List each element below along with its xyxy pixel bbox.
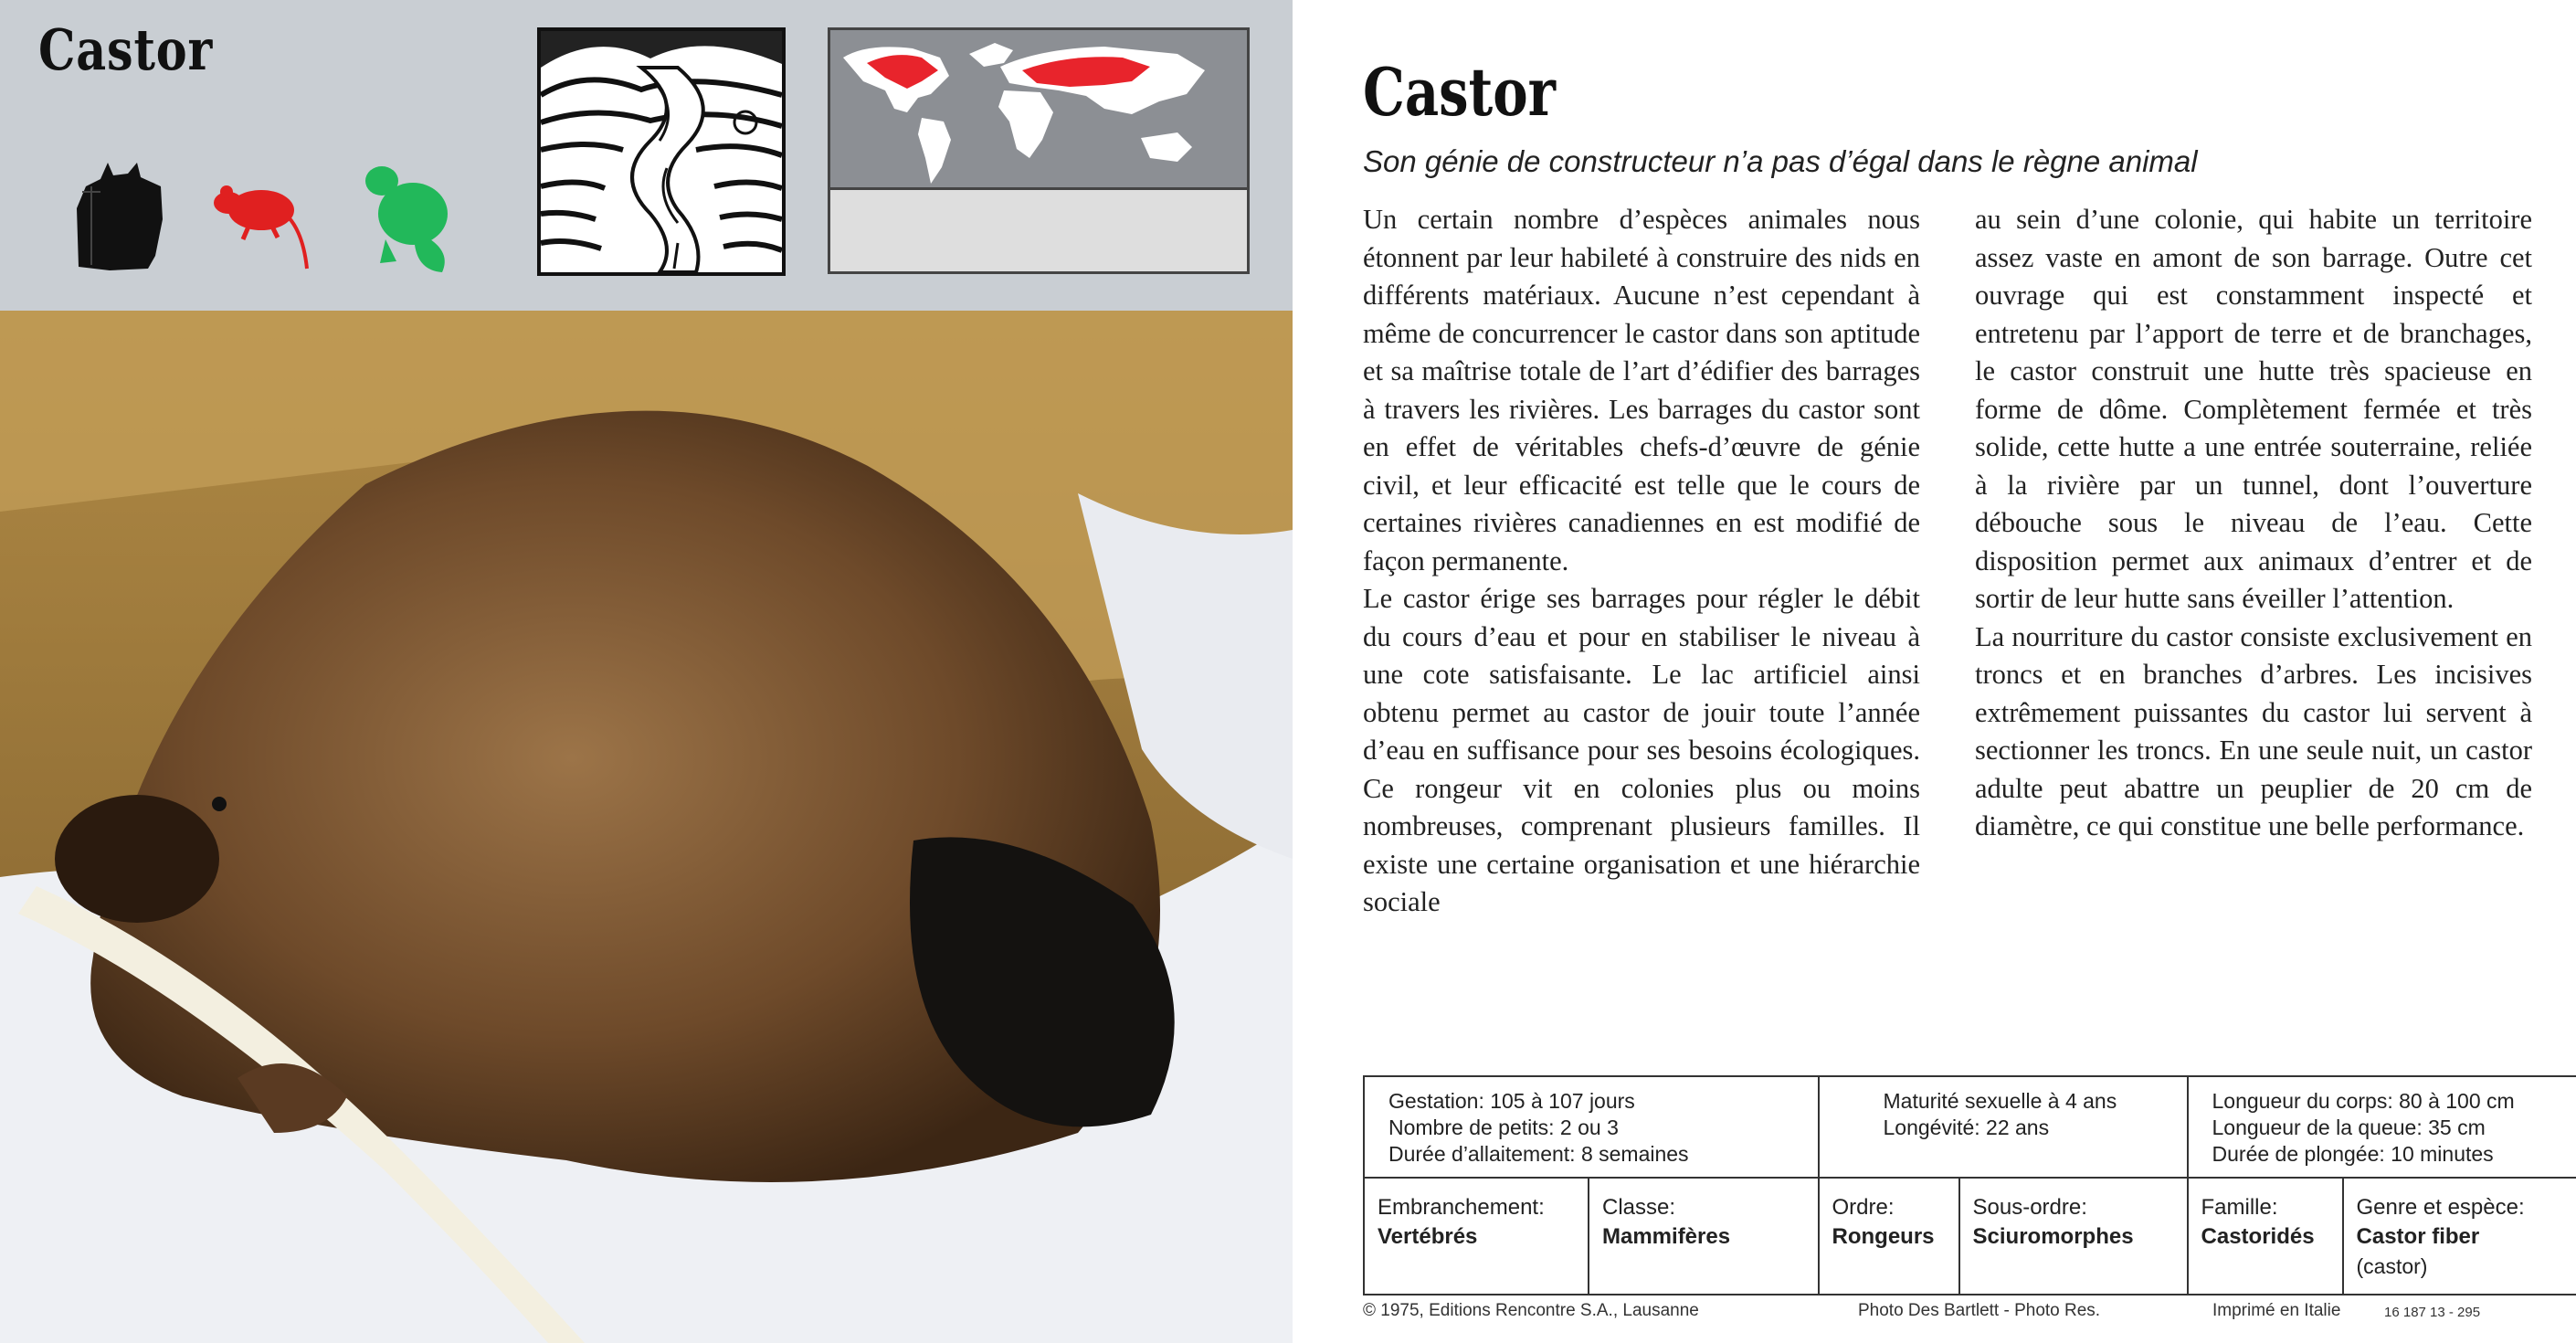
footer-copyright: © 1975, Editions Rencontre S.A., Lausanne [1363, 1301, 1699, 1320]
nombre-de-petits: Nombre de petits: 2 ou 3 [1388, 1116, 1619, 1139]
longevite: Longévité: 22 ans [1883, 1116, 2050, 1139]
taxonomy-sous-ordre [1959, 1178, 2188, 1295]
right-card-title: Castor [1363, 53, 1556, 131]
taxonomy-classe [1589, 1178, 1819, 1295]
taxonomy-label: Genre et espèce: [2356, 1195, 2525, 1220]
footer-photo-credit: Photo Des Bartlett - Photo Res. [1858, 1301, 2101, 1320]
gestation: Gestation: 105 à 107 jours [1388, 1089, 1635, 1113]
text-column-2 [1975, 201, 2532, 846]
paragraph: au sein d’une colonie, qui habite un territoire assez vaste en amont de son barrage. Outre cet ouvrage qui est constamment inspecté et entretenu par l’apport de terre et de branchages, le castor construit une hutte très spacieuse en forme de dôme. Complètement fermée et très solide, cette hutte a une entrée souterraine, reliée à la rivière par un tunnel, dont l’ouverture débouche sous le niveau de l’eau. Cette disposition permet aux animaux d’entrer et de sortir de leur hutte sans éveiller l’attention. [1975, 204, 2532, 614]
taxonomy-genre-espece [2343, 1178, 2576, 1295]
text-column-1 [1363, 201, 1920, 922]
taxonomy-value: Mammifères [1602, 1224, 1731, 1249]
river-landscape-icon [537, 27, 786, 276]
taxonomy-value: Castoridés [2201, 1224, 2315, 1249]
taxonomy-value: Rongeurs [1832, 1224, 1935, 1249]
beaver-in-snow-photo [0, 311, 1293, 1343]
taxonomy-value: Vertébrés [1378, 1224, 1478, 1249]
taxonomy-label: Embranchement: [1378, 1195, 1545, 1220]
taxonomy-row [1364, 1178, 2576, 1295]
taxonomy-label: Famille: [2201, 1195, 2278, 1220]
footer-printed: Imprimé en Italie [2212, 1301, 2341, 1320]
taxonomy-value: Sciuromorphes [1972, 1224, 2134, 1249]
stats-row [1364, 1076, 2576, 1178]
cow-silhouette-icon [73, 155, 164, 272]
taxonomy-label: Ordre: [1832, 1195, 1895, 1220]
right-card-subtitle: Son génie de constructeur n’a pas d’égal dans le règne animal [1363, 144, 2198, 178]
taxonomy-value: Castor fiber [2356, 1224, 2480, 1249]
left-card-title: Castor [38, 16, 214, 83]
beaver-icon [364, 161, 459, 274]
duree-allaitement: Durée d’allaitement: 8 semaines [1388, 1142, 1689, 1166]
map-panel [830, 30, 1247, 190]
right-card [1299, 0, 2576, 1343]
taxonomy-famille [2188, 1178, 2343, 1295]
taxonomy-embranchement [1364, 1178, 1589, 1295]
facts-table [1363, 1075, 2576, 1295]
reproduction-cell [1364, 1076, 1819, 1178]
taxonomy-note: (castor) [2356, 1254, 2428, 1278]
footer-code: 16 187 13 - 295 [2384, 1305, 2481, 1320]
world-distribution-map [828, 27, 1250, 274]
paragraph: Un certain nombre d’espèces animales nous étonnent par leur habileté à construire des nids en différents matériaux. Aucune n’est cependant à même de concurrencer le castor dans son aptitude et sa maîtrise totale de l’art d’édifier des barrages à travers les rivières. Les barrages du castor sont en effet de véritables chefs-d’œuvre de génie civil, et leur efficacité est telle que le cours de certaines rivières canadiennes en est modifié de façon permanente. [1363, 204, 1920, 576]
life-cell [1819, 1076, 2188, 1178]
taxonomy-ordre [1819, 1178, 1959, 1295]
taxonomy-label: Classe: [1602, 1195, 1676, 1220]
duree-plongee: Durée de plongée: 10 minutes [2212, 1142, 2494, 1166]
paragraph: Le castor érige ses barrages pour régler le débit du cours d’eau et pour en stabiliser le niveau à une cote satisfaisante. Le lac artificiel ainsi obtenu permet au castor de jouir toute l’année d’eau en suffisance pour ses besoins écologiques. Ce rongeur vit en colonies plus ou moins nombreuses, comprenant plusieurs familles. Il existe une certaine organisation et une hiérarchie sociale [1363, 583, 1920, 917]
longueur-corps: Longueur du corps: 80 à 100 cm [2212, 1089, 2515, 1113]
size-cell [2188, 1076, 2576, 1178]
rat-icon [212, 179, 318, 274]
maturite-sexuelle: Maturité sexuelle à 4 ans [1883, 1089, 2117, 1113]
taxonomy-label: Sous-ordre: [1972, 1195, 2087, 1220]
paragraph: La nourriture du castor consiste exclusivement en troncs et en branches d’arbres. Les incisives extrêmement puissantes du castor lui servent à sectionner les troncs. En une seule nuit, un castor adulte peut abattre un peuplier de 20 cm de diamètre, ce qui constitue une belle performance. [1975, 620, 2532, 841]
longueur-queue: Longueur de la queue: 35 cm [2212, 1116, 2486, 1139]
